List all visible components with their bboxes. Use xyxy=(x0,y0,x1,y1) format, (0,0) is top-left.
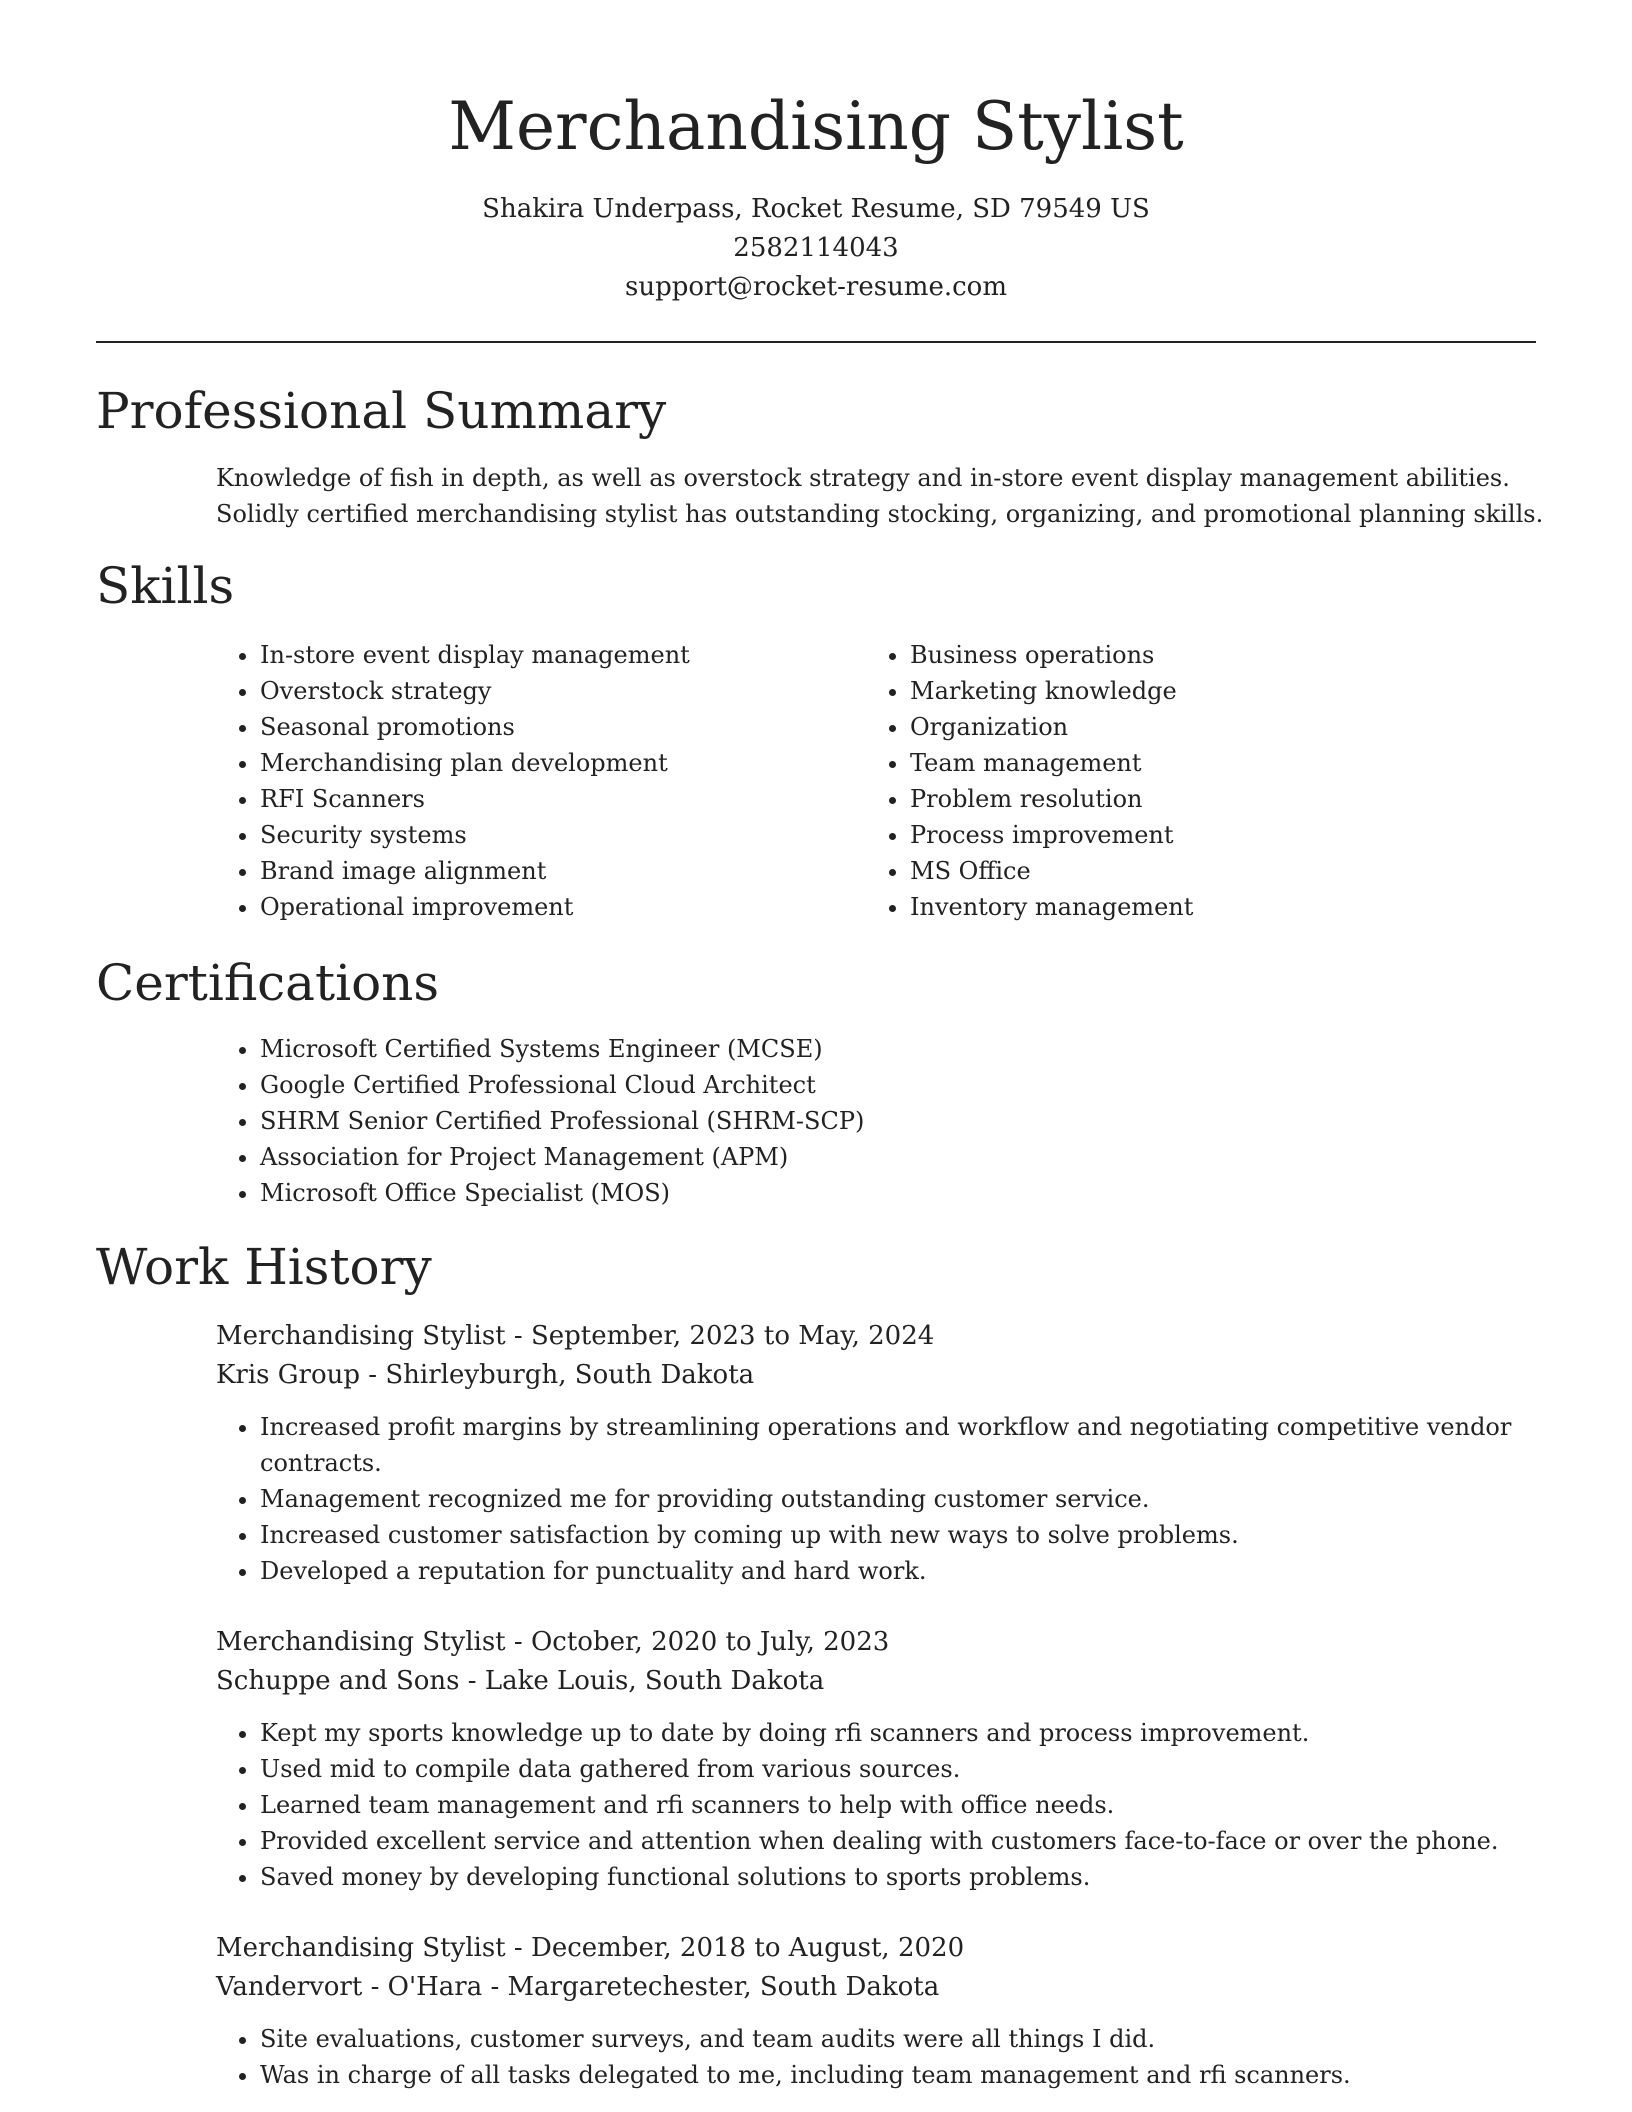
job-company: Vandervort - O'Hara xyxy=(216,1972,483,2002)
job-bullet: • Was in charge of all tasks delegated to me, including team management and rfi scanners. xyxy=(260,2057,1546,2093)
certification-item: • Microsoft Office Specialist (MOS) xyxy=(260,1175,1546,1211)
job-bullets xyxy=(216,1409,1546,1589)
job-bullet: • Management recognized me for providing outstanding customer service. xyxy=(260,1481,1546,1517)
contact-email: support@rocket-resume.com xyxy=(624,272,1007,302)
certification-item: • Microsoft Certified Systems Engineer (MCSE) xyxy=(260,1031,1546,1067)
job-bullet: • Increased customer satisfaction by coming up with new ways to solve problems. xyxy=(260,1517,1546,1553)
job-bullet: • Developed a reputation for punctuality and hard work. xyxy=(260,1553,1546,1589)
header-divider xyxy=(96,341,1536,343)
skill-item: • Process improvement xyxy=(910,817,1486,853)
job-bullet: • Kept my sports knowledge up to date by doing rfi scanners and process improvement. xyxy=(260,1715,1546,1751)
job-bullet: • Provided excellent service and attention when dealing with customers face-to-face or over the phone. xyxy=(260,1823,1546,1859)
summary-text: Knowledge of fish in depth, as well as overstock strategy and in-store event display management abilities. Solidly certified merchandising stylist has outstanding stocking, organizing, and promotional planning skills. xyxy=(216,464,1544,528)
job-bullet: • Site evaluations, customer surveys, and team audits were all things I did. xyxy=(260,2021,1546,2057)
job-title-line: Merchandising Stylist - September, 2023 to May, 2024 xyxy=(216,1321,935,1351)
skill-item: • In-store event display management xyxy=(260,637,836,673)
resume-name: Merchandising Stylist xyxy=(448,88,1184,165)
certification-item: • Google Certified Professional Cloud Architect xyxy=(260,1067,1546,1103)
job-location: Lake Louis, South Dakota xyxy=(484,1666,825,1696)
job-location: Shirleyburgh, South Dakota xyxy=(385,1360,755,1390)
work-history-heading: Work History xyxy=(96,1238,432,1296)
job-company-line: Vandervort - O'Hara - Margaretechester, South Dakota xyxy=(216,1972,940,2002)
skill-item: • Brand image alignment xyxy=(260,853,836,889)
skill-item: • Security systems xyxy=(260,817,836,853)
skill-item: • Operational improvement xyxy=(260,889,836,925)
skill-item: • Merchandising plan development xyxy=(260,745,836,781)
job-bullets xyxy=(216,2021,1546,2093)
job-bullet: • Learned team management and rfi scanners to help with office needs. xyxy=(260,1787,1546,1823)
contact-address: Shakira Underpass, Rocket Resume, SD 79549 US xyxy=(482,194,1150,224)
job-title: Merchandising Stylist xyxy=(216,1933,506,1963)
skill-item: • Seasonal promotions xyxy=(260,709,836,745)
job-dates: October, 2020 to July, 2023 xyxy=(530,1627,890,1657)
resume-header xyxy=(0,0,1632,307)
summary-heading: Professional Summary xyxy=(96,382,667,440)
skills-heading: Skills xyxy=(96,557,235,615)
certifications-heading: Certifications xyxy=(96,954,440,1012)
job-company-line: Kris Group - Shirleyburgh, South Dakota xyxy=(216,1360,755,1390)
job-bullets xyxy=(216,1715,1546,1895)
skill-item: • Marketing knowledge xyxy=(910,673,1486,709)
job-company: Kris Group xyxy=(216,1360,361,1390)
job-title-line: Merchandising Stylist - December, 2018 to August, 2020 xyxy=(216,1933,965,1963)
skill-item: • Team management xyxy=(910,745,1486,781)
skills-column-left xyxy=(216,637,836,925)
job-entry xyxy=(216,1623,1546,1895)
skill-item: • Business operations xyxy=(910,637,1486,673)
contact-phone: 2582114043 xyxy=(733,233,899,263)
job-entry xyxy=(216,1929,1546,2093)
skill-item: • Overstock strategy xyxy=(260,673,836,709)
job-bullet: • Increased profit margins by streamlining operations and workflow and negotiating competitive vendor contracts. xyxy=(260,1409,1546,1481)
job-company: Schuppe and Sons xyxy=(216,1666,460,1696)
job-bullet: • Used mid to compile data gathered from various sources. xyxy=(260,1751,1546,1787)
job-title: Merchandising Stylist xyxy=(216,1627,506,1657)
job-location: Margaretechester, South Dakota xyxy=(507,1972,940,2002)
skill-item: • Organization xyxy=(910,709,1486,745)
job-dates: September, 2023 to May, 2024 xyxy=(530,1321,935,1351)
certifications-list xyxy=(216,1031,1546,1211)
skill-item: • Problem resolution xyxy=(910,781,1486,817)
job-company-line: Schuppe and Sons - Lake Louis, South Dakota xyxy=(216,1666,825,1696)
job-dates: December, 2018 to August, 2020 xyxy=(530,1933,965,1963)
skill-item: • RFI Scanners xyxy=(260,781,836,817)
certification-item: • Association for Project Management (APM) xyxy=(260,1139,1546,1175)
job-title-line: Merchandising Stylist - October, 2020 to July, 2023 xyxy=(216,1627,890,1657)
skills-column-right xyxy=(866,637,1486,925)
skill-item: • Inventory management xyxy=(910,889,1486,925)
job-bullet: • Saved money by developing functional solutions to sports problems. xyxy=(260,1859,1546,1895)
job-title: Merchandising Stylist xyxy=(216,1321,506,1351)
certification-item: • SHRM Senior Certified Professional (SHRM-SCP) xyxy=(260,1103,1546,1139)
skill-item: • MS Office xyxy=(910,853,1486,889)
contact-block xyxy=(0,190,1632,307)
job-entry xyxy=(216,1317,1546,1589)
